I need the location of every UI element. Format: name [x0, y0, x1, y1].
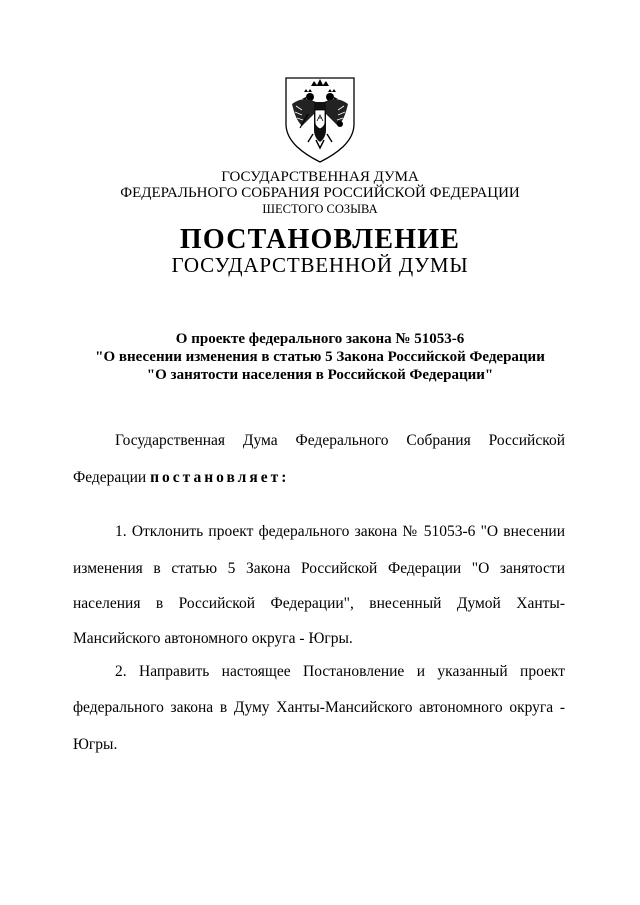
item-1-line-1: 1. Отклонить проект федерального закона № 51053-6 "О внесении: [115, 523, 565, 540]
item-2-line-2: федерального закона в Думу Ханты-Мансийского автономного округа -: [73, 699, 565, 716]
item-1-line-2: изменения в статью 5 Закона Российской Федерации "О занятости: [73, 560, 565, 577]
org-line-2: ФЕДЕРАЛЬНОГО СОБРАНИЯ РОССИЙСКОЙ ФЕДЕРАЦИИ: [120, 185, 520, 201]
item-2-line-3: Югры.: [73, 736, 118, 753]
document-title: ПОСТАНОВЛЕНИЕ: [179, 224, 461, 255]
org-line-3: ШЕСТОГО СОЗЫВА: [262, 202, 378, 216]
document-subtitle: ГОСУДАРСТВЕННОЙ ДУМЫ: [171, 253, 469, 277]
item-2-line-1: 2. Направить настоящее Постановление и указанный проект: [115, 663, 565, 680]
item-1-line-3: населения в Российской Федерации", внесенный Думой Ханты-: [73, 595, 565, 612]
state-emblem-icon: [280, 72, 360, 164]
preamble-line-2: [73, 470, 565, 486]
item-1-line-4: Мансийского автономного округа - Югры.: [73, 630, 353, 647]
org-line-1: ГОСУДАРСТВЕННАЯ ДУМА: [221, 169, 419, 185]
subject-line-3: "О занятости населения в Российской Федерации": [146, 367, 494, 383]
subject-line-1: О проекте федерального закона № 51053-6: [175, 331, 465, 347]
preamble-line-1: Государственная Дума Федерального Собрания Российской: [115, 432, 565, 449]
preamble-prefix: Федерации: [73, 469, 147, 486]
subject-line-2: "О внесении изменения в статью 5 Закона Российской Федерации: [95, 349, 545, 365]
preamble-verb: постановляет:: [150, 469, 290, 486]
